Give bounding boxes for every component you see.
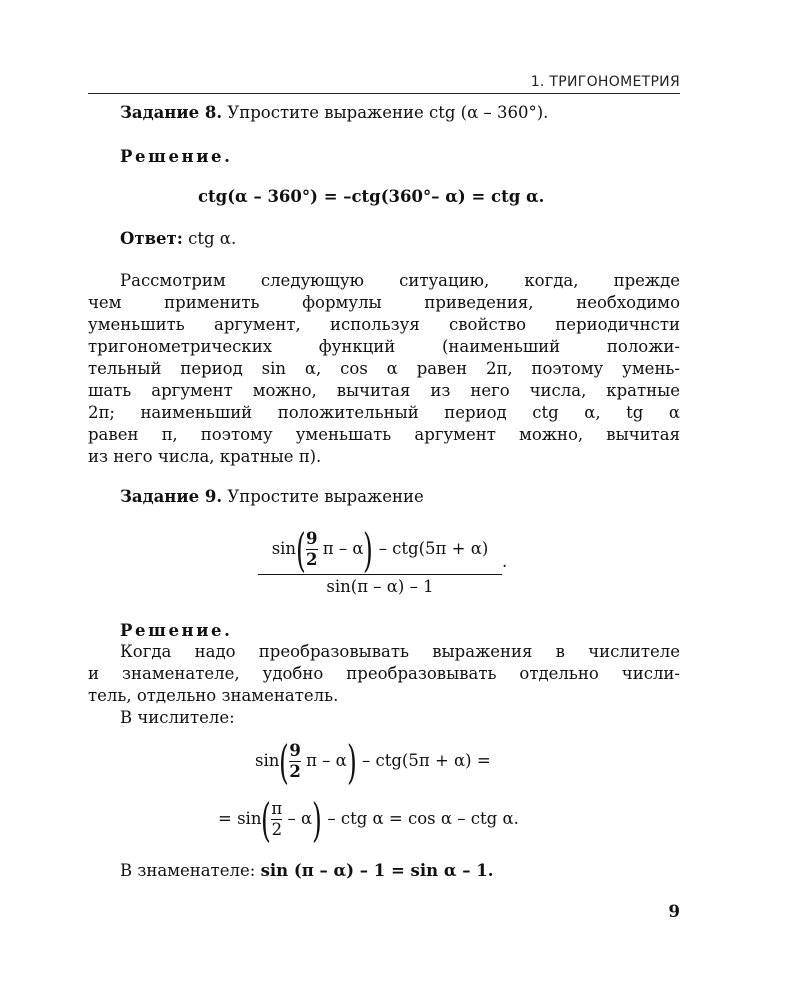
task9-label: Задание 9. [120, 487, 223, 506]
running-title: 1. ТРИГОНОМЕТРИЯ [530, 74, 680, 90]
left-paren: ( [296, 522, 306, 577]
task9-numerator [258, 522, 502, 577]
left-paren: ( [279, 734, 290, 789]
solution-line: Когда надо преобразовывать выражения в числителе [120, 642, 680, 661]
solution-line: тель, отдельно знаменатель. [88, 686, 339, 705]
expression-period: . [502, 552, 508, 571]
inner-rest: π – α [306, 751, 347, 770]
task9-denominator: sin(π – α) – 1 [326, 577, 434, 596]
step2-formula [218, 792, 519, 847]
sin-fn: sin [271, 539, 297, 558]
paragraph-line: равен π, поэтому уменьшать аргумент можно, вычитая [88, 425, 680, 444]
task8-statement [120, 102, 548, 124]
paragraph-line: уменьшить аргумент, используя свойство периодичнсти [88, 315, 680, 334]
fraction-numerator: 9 [306, 529, 318, 548]
periodicity-paragraph [88, 270, 680, 468]
task9-expression [258, 524, 507, 599]
inner-fraction [289, 742, 300, 781]
inner-rest: π – α [322, 539, 364, 558]
task9-statement [120, 486, 424, 508]
step1-rest: – ctg(5π + α) = [362, 751, 491, 770]
paragraph-line: чем применить формулы приведения, необходимо [88, 293, 680, 312]
header-rule [88, 93, 680, 94]
left-paren: ( [261, 792, 272, 847]
task8-answer [120, 228, 236, 250]
paragraph-line: из него числа, кратные π). [88, 447, 322, 466]
task8-solution-label: Решение. [120, 147, 233, 166]
inner-fraction [271, 800, 282, 839]
right-paren: ) [312, 792, 323, 847]
task8-answer-value: ctg α. [188, 229, 237, 248]
fraction-denominator: 2 [306, 550, 318, 569]
step1-formula [255, 734, 491, 789]
solution-line: и знаменателе, удобно преобразовывать отдельно числи- [88, 664, 680, 683]
task8-label: Задание 8. [120, 103, 223, 122]
task9-solution-label: Решение. [120, 621, 233, 640]
task8-answer-label: Ответ: [120, 229, 183, 248]
step2-rest: – ctg α = cos α – ctg α. [327, 809, 519, 828]
fraction-numerator: 9 [289, 741, 301, 760]
denominator-label: В знаменателе: [120, 861, 256, 880]
denominator-line [120, 860, 494, 882]
task8-formula: ctg(α – 360°) = –ctg(360°– α) = ctg α. [198, 187, 545, 206]
paragraph-line: тригонометрических функций (наименьший положи- [88, 337, 680, 356]
right-paren: ) [346, 734, 357, 789]
task8-text: Упростите выражение ctg (α – 360°). [227, 103, 549, 122]
paragraph-line: 2π; наименьший положительный период ctg α, tg α [88, 403, 680, 422]
paragraph-line: тельный период sin α, cos α равен 2π, поэтому умень- [88, 359, 680, 378]
numerator-rest: – ctg(5π + α) [378, 539, 489, 558]
paragraph-line: шать аргумент можно, вычитая из него числа, кратные [88, 381, 680, 400]
inner-rest: – α [287, 809, 313, 828]
fraction-numerator: π [271, 799, 283, 818]
task9-solution-text [88, 641, 680, 707]
task9-text: Упростите выражение [227, 487, 424, 506]
page-number: 9 [668, 902, 680, 921]
inner-fraction [306, 530, 317, 569]
sin-fn: sin [255, 751, 280, 770]
right-paren: ) [363, 522, 374, 577]
numerator-label: В числителе: [120, 708, 235, 727]
step2-lead: = sin [218, 809, 262, 828]
paragraph-line: Рассмотрим следующую ситуацию, когда, прежде [120, 271, 680, 290]
denominator-formula: sin (π – α) – 1 = sin α – 1. [260, 861, 494, 880]
fraction-denominator: 2 [271, 820, 283, 839]
fraction-denominator: 2 [289, 762, 301, 781]
task9-big-fraction [258, 524, 502, 599]
